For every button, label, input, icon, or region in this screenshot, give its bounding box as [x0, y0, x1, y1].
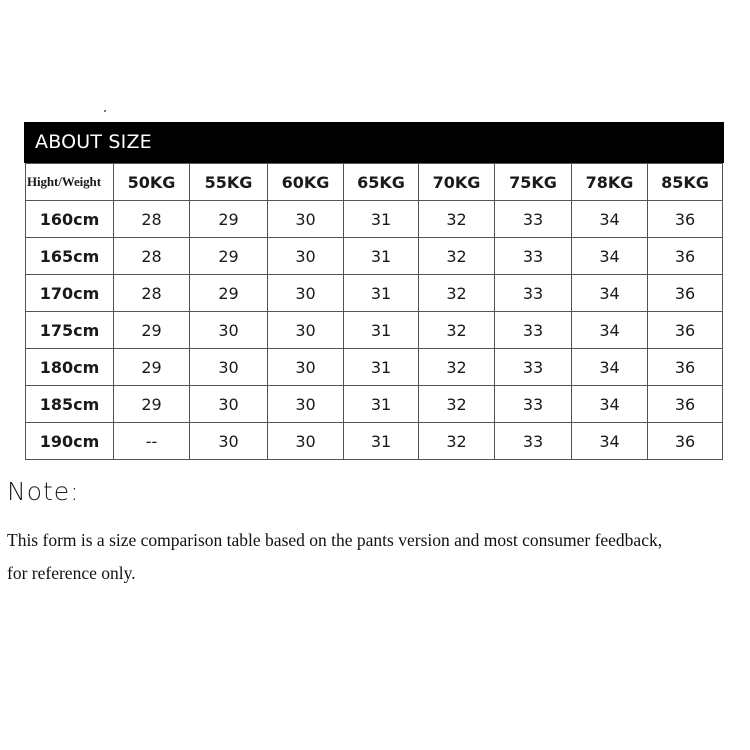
size-cell: 33 [495, 238, 572, 275]
size-cell: 30 [190, 349, 268, 386]
size-cell: 32 [419, 423, 495, 460]
size-cell: 28 [114, 201, 190, 238]
size-cell: 31 [344, 349, 419, 386]
weight-header: 60KG [268, 164, 344, 201]
size-cell: 32 [419, 201, 495, 238]
size-cell: 36 [648, 423, 723, 460]
size-table [25, 163, 723, 460]
table-row [26, 312, 723, 349]
size-cell: -- [114, 423, 190, 460]
size-cell: 29 [114, 386, 190, 423]
size-cell: 30 [268, 386, 344, 423]
size-cell: 30 [268, 201, 344, 238]
size-cell: 33 [495, 312, 572, 349]
size-cell: 34 [572, 312, 648, 349]
height-label: 170cm [26, 275, 114, 312]
size-cell: 34 [572, 238, 648, 275]
height-label: 175cm [26, 312, 114, 349]
table-row [26, 201, 723, 238]
weight-header: 50KG [114, 164, 190, 201]
size-cell: 33 [495, 349, 572, 386]
size-cell: 31 [344, 238, 419, 275]
weight-header: 75KG [495, 164, 572, 201]
size-cell: 36 [648, 238, 723, 275]
height-label: 165cm [26, 238, 114, 275]
size-cell: 28 [114, 275, 190, 312]
size-cell: 30 [190, 423, 268, 460]
size-cell: 29 [190, 238, 268, 275]
size-cell: 30 [190, 386, 268, 423]
stray-dot [104, 110, 106, 112]
size-cell: 28 [114, 238, 190, 275]
size-cell: 34 [572, 275, 648, 312]
size-cell: 34 [572, 386, 648, 423]
weight-header: 65KG [344, 164, 419, 201]
height-label: 185cm [26, 386, 114, 423]
note-line-1: This form is a size comparison table based on the pants version and most consumer feedback, [7, 530, 663, 550]
size-cell: 29 [114, 349, 190, 386]
size-cell: 31 [344, 312, 419, 349]
size-cell: 31 [344, 275, 419, 312]
corner-label: Hight/Weight [26, 164, 114, 201]
size-cell: 36 [648, 386, 723, 423]
note-heading: Note: [7, 477, 80, 506]
size-cell: 32 [419, 312, 495, 349]
size-cell: 34 [572, 201, 648, 238]
size-cell: 34 [572, 349, 648, 386]
size-cell: 32 [419, 275, 495, 312]
size-cell: 29 [190, 201, 268, 238]
size-cell: 30 [268, 275, 344, 312]
size-cell: 33 [495, 275, 572, 312]
size-cell: 34 [572, 423, 648, 460]
size-cell: 33 [495, 423, 572, 460]
size-cell: 31 [344, 423, 419, 460]
table-row [26, 238, 723, 275]
size-cell: 33 [495, 201, 572, 238]
weight-header: 85KG [648, 164, 723, 201]
size-cell: 36 [648, 275, 723, 312]
table-row [26, 349, 723, 386]
height-label: 190cm [26, 423, 114, 460]
size-cell: 31 [344, 386, 419, 423]
size-cell: 36 [648, 312, 723, 349]
size-cell: 30 [268, 238, 344, 275]
weight-header: 70KG [419, 164, 495, 201]
height-label: 180cm [26, 349, 114, 386]
size-cell: 30 [190, 312, 268, 349]
size-cell: 32 [419, 238, 495, 275]
size-chart-title: ABOUT SIZE [24, 122, 724, 163]
size-cell: 30 [268, 423, 344, 460]
size-cell: 33 [495, 386, 572, 423]
weight-header: 55KG [190, 164, 268, 201]
height-label: 160cm [26, 201, 114, 238]
table-row [26, 275, 723, 312]
weight-header: 78KG [572, 164, 648, 201]
size-cell: 29 [190, 275, 268, 312]
note-text [7, 524, 750, 590]
size-cell: 36 [648, 349, 723, 386]
size-cell: 29 [114, 312, 190, 349]
size-cell: 30 [268, 312, 344, 349]
size-cell: 32 [419, 386, 495, 423]
size-cell: 31 [344, 201, 419, 238]
size-cell: 30 [268, 349, 344, 386]
table-row [26, 423, 723, 460]
table-row [26, 386, 723, 423]
size-cell: 32 [419, 349, 495, 386]
note-line-2: for reference only. [7, 563, 136, 583]
size-cell: 36 [648, 201, 723, 238]
table-header-row [26, 164, 723, 201]
